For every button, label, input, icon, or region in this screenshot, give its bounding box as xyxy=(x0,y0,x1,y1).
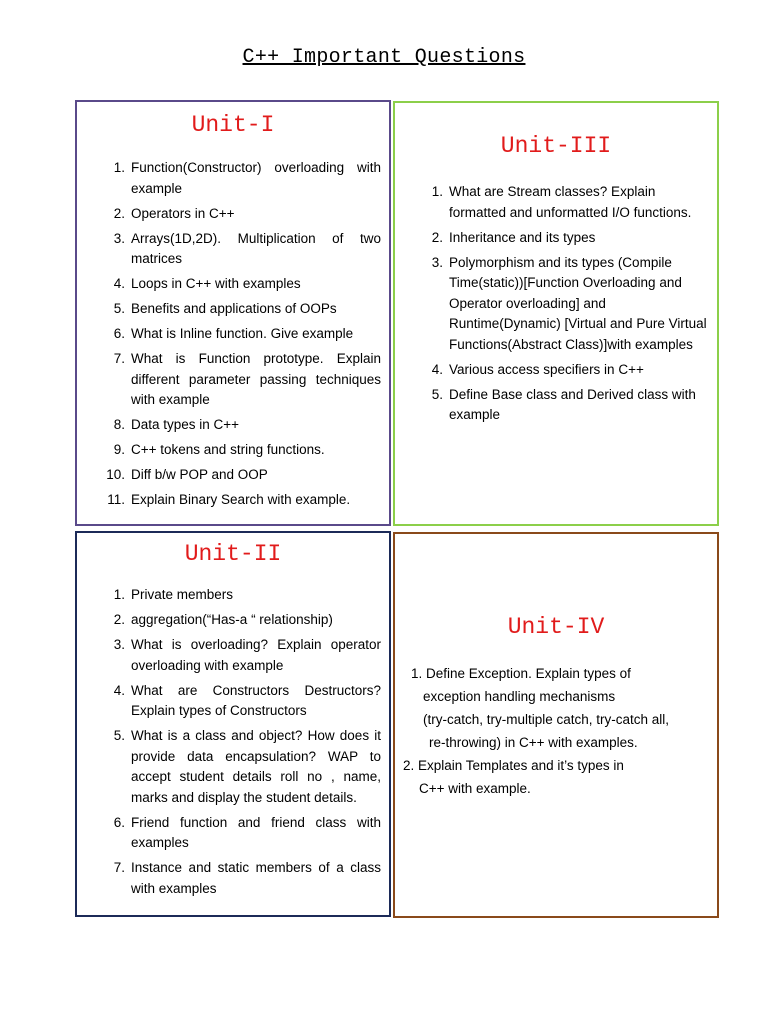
list-item: 7. What is Function prototype. Explain different parameter passing techniques with example xyxy=(113,351,381,407)
list-item: 6. Friend function and friend class with examples xyxy=(113,814,381,850)
list-item: 2. Inheritance and its types xyxy=(431,229,596,245)
unit-2-heading: Unit-II xyxy=(184,541,282,567)
list-item: 4. Various access specifiers in C++ xyxy=(431,361,644,377)
list-item: 2. Operators in C++ xyxy=(113,205,235,221)
unit-4-heading: Unit-IV xyxy=(507,614,605,640)
list-item: 7. Instance and static members of a class with examples xyxy=(113,860,381,896)
list-item: 10. Diff b/w POP and OOP xyxy=(106,467,268,482)
list-item: 5. Define Base class and Derived class with example xyxy=(431,386,696,422)
list-item: 1. Private members xyxy=(113,587,234,602)
page-title: C++ Important Questions xyxy=(242,46,526,69)
list-item: 9. C++ tokens and string functions. xyxy=(113,442,325,457)
unit-4-box xyxy=(393,532,719,918)
list-item: 3. Arrays(1D,2D). Multiplication of two matrices xyxy=(113,230,381,266)
list-item: 8. Data types in C++ xyxy=(113,417,240,432)
list-item: 3. What is overloading? Explain operator overloading with example xyxy=(113,637,381,673)
unit-2-question-list xyxy=(99,585,381,904)
unit-3-box xyxy=(393,101,719,526)
list-item: 4. Loops in C++ with examples xyxy=(113,276,301,291)
list-item: 3. Polymorphism and its types (Compile Time(static))[Function Overloading and Operator overloading] and Runtime(Dynamic) [Virtual and Pure Virtual Functions(Abstract Class)]with examples xyxy=(431,254,707,352)
list-item: 1. Function(Constructor) overloading with example xyxy=(113,160,381,196)
list-item: 2. aggregation(“Has-a “ relationship) xyxy=(113,612,333,627)
list-item: 5. Benefits and applications of OOPs xyxy=(113,301,337,316)
unit-3-heading: Unit-III xyxy=(500,133,612,159)
list-item: 11. Explain Binary Search with example. xyxy=(107,492,351,507)
unit-1-question-list xyxy=(99,158,381,515)
unit-3-question-list xyxy=(417,182,707,430)
unit-4-question-2: 2. Explain Templates and it’s types in C++ with example. xyxy=(403,758,624,796)
list-item: 4. What are Constructors Destructors? Explain types of Constructors xyxy=(113,682,381,718)
list-item: 5. What is a class and object? How does it provide data encapsulation? WAP to accept student details roll no , name, marks and display the student details. xyxy=(113,728,381,805)
list-item: 1. What are Stream classes? Explain formatted and unformatted I/O functions. xyxy=(431,184,692,220)
unit-1-heading: Unit-I xyxy=(191,112,275,138)
unit-4-question-1: 1. Define Exception. Explain types of exception handling mechanisms (try-catch, try-multiple catch, try-catch all, re-throwing) in C++ with examples. xyxy=(411,666,670,750)
list-item: 6. What is Inline function. Give example xyxy=(113,326,354,341)
unit-1-box xyxy=(75,100,391,526)
unit-2-box xyxy=(75,531,391,917)
